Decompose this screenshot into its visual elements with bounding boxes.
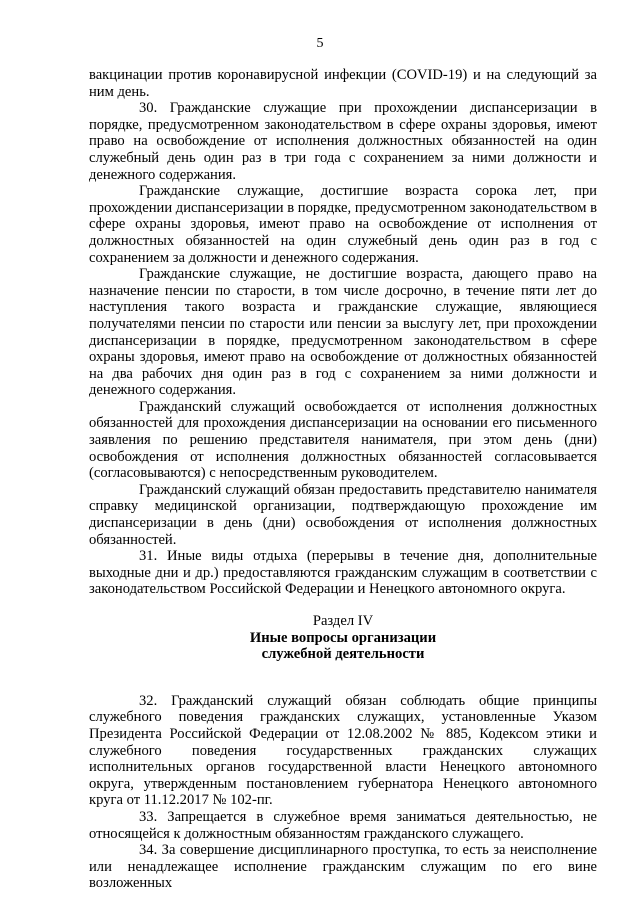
section-number: Раздел IV (312, 613, 374, 629)
paragraph-34: 34. За совершение дисциплинарного проступка, то есть за неисполнение или ненадлежащее исполнение гражданским служащим по его вине возложенных (89, 842, 597, 892)
section-heading (89, 613, 597, 663)
paragraph-31: 31. Иные виды отдыха (перерывы в течение дня, дополнительные выходные дни и др.) предоставляются гражданским служащим в соответствии с законодательством Российской Федерации и Ненецкого автономного округа. (89, 548, 597, 598)
paragraph-32: 32. Гражданский служащий обязан соблюдать общие принципы служебного поведения гражданских служащих, установленные Указом Президента Российской Федерации от 12.08.2002 № 885, Кодексом этики и служебного поведения государственных гражданских служащих исполнительных органов государственной власти Ненецкого автономного округа, утвержденным постановлением губернатора Ненецкого автономного круга от 11.12.2017 № 102-пг. (89, 692, 597, 809)
paragraph-covid-continuation: вакцинации против коронавирусной инфекции (COVID-19) и на следующий за ним день. (89, 67, 597, 100)
paragraph-30-certificate: Гражданский служащий обязан предоставить представителю нанимателя справку медицинской организации, подтверждающую прохождение им диспансеризации в день (дни) освобождения от исполнения должностных обязанностей. (89, 481, 597, 548)
document-body (89, 67, 597, 892)
section-title-line-1: Иные вопросы организации (249, 629, 437, 646)
paragraph-30-age-forty: Гражданские служащие, достигшие возраста сорока лет, при прохождении диспансеризации в порядке, предусмотренном законодательством в сфере охраны здоровья, имеют право на освобождение от исполнения от должностных обязанностей на один служебный день один раз в год с сохранением за должности и денежного содержания. (89, 183, 597, 266)
paragraph-30-pre-pension: Гражданские служащие, не достигшие возраста, дающего право на назначение пенсии по старости, в том числе досрочно, в течение пяти лет до наступления такого возраста и гражданские служащие, являющиеся получателями пенсии по старости или пенсии за выслугу лет, при прохождении диспансеризации в порядке, предусмотренном законодательством в сфере охраны здоровья, имеют право на освобождение от должностных обязанностей на два рабочих дня один раз в год с сохранением за ними должности и денежного содержания. (89, 266, 597, 399)
paragraph-30-release-procedure: Гражданский служащий освобождается от исполнения должностных обязанностей для прохождения диспансеризации на основании его письменного заявления по решению представителя нанимателя, при этом день (дни) освобождения от исполнения должностных обязанностей согласовывается (согласовываются) с непосредственным руководителем. (89, 398, 597, 482)
paragraph-33: 33. Запрещается в служебное время заниматься деятельностью, не относящейся к должностным обязанностям гражданского служащего. (89, 808, 597, 842)
section-title-line-2: служебной деятельности (261, 646, 425, 663)
page-number: 5 (316, 36, 324, 51)
paragraph-30: 30. Гражданские служащие при прохождении диспансеризации в порядке, предусмотренном законодательством в сфере охраны здоровья, имеют право на освобождение от исполнения должностных обязанностей на один служебный день один раз в три года с сохранением за ними должности и денежного содержания. (89, 100, 597, 183)
